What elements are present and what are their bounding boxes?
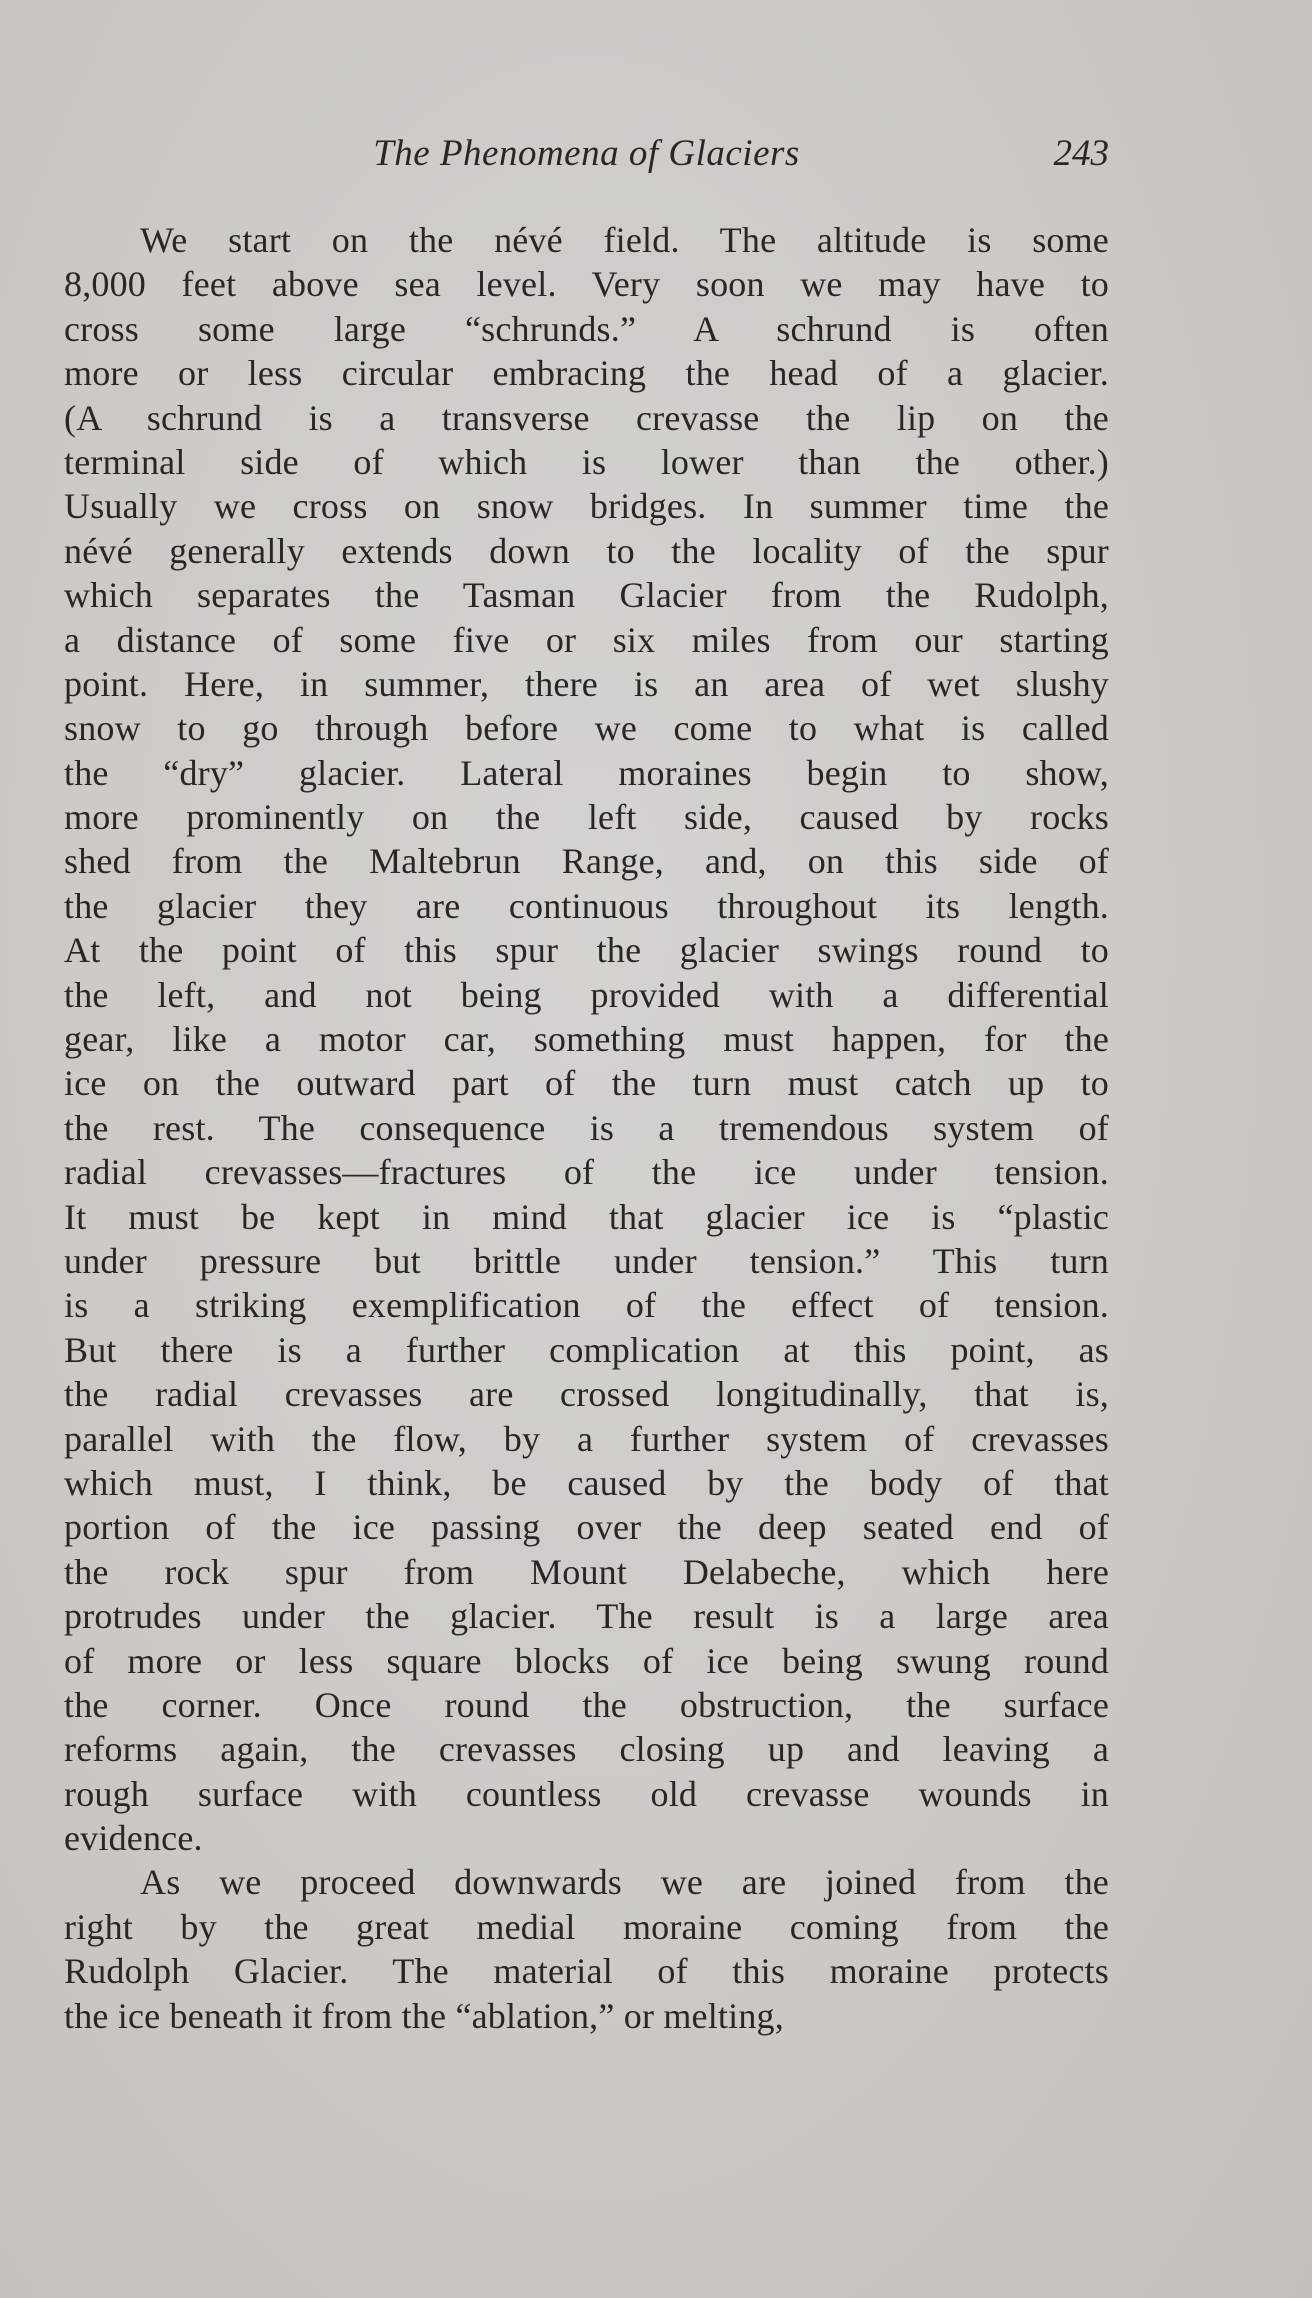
text-line: the “dry” glacier. Lateral moraines begin to show, (64, 752, 1109, 793)
text-line: We start on the névé field. The altitude is some (140, 220, 1109, 260)
text-line: It must be kept in mind that glacier ice is “plastic (64, 1196, 1109, 1237)
text-line: point. Here, in summer, there is an area of wet slushy (64, 663, 1109, 704)
text-line: cross some large “schrunds.” A schrund is often (64, 308, 1109, 349)
text-line: the ice beneath it from the “ablation,” or melting, (64, 1995, 784, 2036)
text-line: Usually we cross on snow bridges. In summer time the (64, 486, 1109, 527)
text-line: reforms again, the crevasses closing up and leaving a (64, 1729, 1109, 1770)
text-line: 8,000 feet above sea level. Very soon we may have to (64, 264, 1109, 305)
text-line: snow to go through before we come to what is called (64, 708, 1109, 749)
running-title: The Phenomena of Glaciers (373, 133, 800, 174)
text-line: portion of the ice passing over the deep seated end of (64, 1507, 1109, 1548)
text-line: protrudes under the glacier. The result is a large area (64, 1596, 1109, 1637)
page-number: 243 (1053, 133, 1109, 174)
text-line: the rock spur from Mount Delabeche, which here (64, 1551, 1109, 1592)
text-line: At the point of this spur the glacier swings round to (64, 930, 1109, 971)
text-line: parallel with the flow, by a further system of crevasses (64, 1418, 1109, 1459)
paragraph (64, 218, 1109, 1860)
text-line: more prominently on the left side, caused by rocks (64, 797, 1109, 838)
text-line: But there is a further complication at this point, as (64, 1329, 1109, 1370)
text-line: shed from the Maltebrun Range, and, on this side of (64, 841, 1109, 882)
text-line: the left, and not being provided with a differential (64, 974, 1109, 1015)
body-text (64, 218, 1109, 2038)
text-line: of more or less square blocks of ice being swung round (64, 1640, 1109, 1681)
text-line: a distance of some five or six miles from our starting (64, 619, 1109, 660)
text-line: the glacier they are continuous throughout its length. (64, 885, 1109, 926)
text-line: névé generally extends down to the locality of the spur (64, 530, 1109, 571)
text-line: Rudolph Glacier. The material of this moraine protects (64, 1951, 1109, 1992)
page-header (64, 132, 1109, 182)
paragraph (64, 1860, 1109, 2038)
text-line: the radial crevasses are crossed longitudinally, that is, (64, 1374, 1109, 1415)
text-line: terminal side of which is lower than the other.) (64, 441, 1109, 482)
text-line: rough surface with countless old crevasse wounds in (64, 1773, 1109, 1814)
text-line: evidence. (64, 1818, 203, 1859)
text-line: (A schrund is a transverse crevasse the lip on the (64, 397, 1109, 438)
text-line: right by the great medial moraine coming from the (64, 1906, 1109, 1947)
text-line: is a striking exemplification of the effect of tension. (64, 1285, 1109, 1326)
text-line: gear, like a motor car, something must happen, for the (64, 1019, 1109, 1060)
text-line: ice on the outward part of the turn must catch up to (64, 1063, 1109, 1104)
text-line: the corner. Once round the obstruction, the surface (64, 1684, 1109, 1725)
text-line: under pressure but brittle under tension.” This turn (64, 1240, 1109, 1281)
text-line: radial crevasses—fractures of the ice under tension. (64, 1152, 1109, 1193)
text-line: more or less circular embracing the head of a glacier. (64, 353, 1109, 394)
text-line: which separates the Tasman Glacier from the Rudolph, (64, 575, 1109, 616)
text-line: which must, I think, be caused by the body of that (64, 1462, 1109, 1503)
text-line: As we proceed downwards we are joined from the (140, 1862, 1109, 1903)
text-line: the rest. The consequence is a tremendous system of (64, 1107, 1109, 1148)
